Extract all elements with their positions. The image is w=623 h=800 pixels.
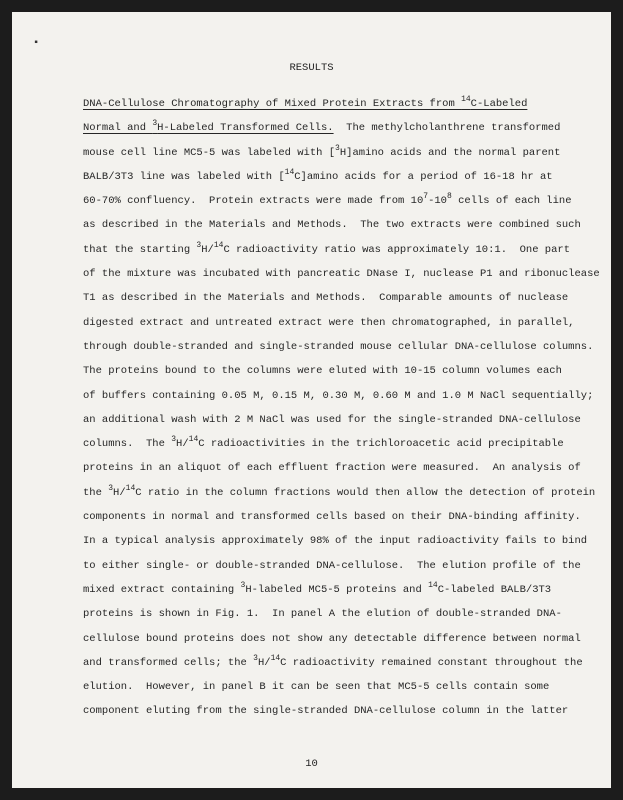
superscript: 14 [284, 167, 295, 177]
text-line: an additional wash with 2 M NaCl was used for the single-stranded DNA-cellulose [83, 413, 581, 426]
text-line: proteins in an aliquot of each effluent fraction were measured. An analysis of [83, 462, 581, 475]
text-line: proteins is shown in Fig. 1. In panel A the elution of double-stranded DNA- [83, 608, 562, 621]
superscript: 3 [171, 435, 177, 445]
text-line: and transformed cells; the $^3$H/$^{14}$C radioactivity remained constant throughout the [83, 653, 583, 669]
text-line: of buffers containing 0.05 M, 0.15 M, 0.30 M, 0.60 M and 1.0 M NaCl sequentially; [83, 389, 594, 402]
text-line: The proteins bound to the columns were eluted with 10-15 column volumes each [83, 365, 562, 378]
text-line: as described in the Materials and Methods. The two extracts were combined such [83, 219, 581, 232]
superscript: 3 [253, 653, 258, 663]
text-line: T1 as described in the Materials and Methods. Comparable amounts of nuclease [83, 292, 569, 305]
text-line: In a typical analysis approximately 98% of the input radioactivity fails to bind [83, 535, 588, 548]
superscript: 14 [188, 435, 199, 445]
text-line: of the mixture was incubated with pancreatic DNase I, nuclease P1 and ribonuclease [83, 268, 600, 281]
text-line: to either single- or double-stranded DNA-cellulose. The elution profile of the [83, 559, 581, 572]
text-line: cellulose bound proteins does not show any detectable difference between normal [83, 632, 581, 645]
text-line: Normal and $^3$H-Labeled Transformed Cells. The methylcholanthrene transformed [83, 119, 561, 135]
subheading-part: C-Labeled [470, 98, 528, 110]
speck-mark: ▪ [33, 38, 40, 49]
text-line: mixed extract containing $^3$H-labeled MC5-5 proteins and $^{14}$C-labeled BALB/3T3 [83, 580, 552, 596]
superscript: 14 [428, 580, 438, 590]
superscript: 7 [423, 192, 429, 202]
text-line [83, 92, 563, 116]
superscript: 3 [335, 143, 340, 153]
text-line: mouse cell line MC5-5 was labeled with [$^3$H]amino acids and the normal parent [83, 143, 561, 159]
superscript: 8 [446, 192, 452, 202]
text-line: that the starting $^3$H/$^{14}$C radioactivity ratio was approximately 10:1. One part [83, 240, 571, 256]
document-page [12, 12, 611, 788]
superscript: 3 [240, 580, 246, 590]
superscript: 14 [461, 95, 471, 104]
text-line: the $^3$H/$^{14}$C ratio in the column fractions would then allow the detection of protein [83, 483, 596, 499]
superscript: 14 [270, 653, 281, 663]
subheading-part: H-Labeled Transformed Cells. [157, 122, 334, 135]
text-line: components in normal and transformed cells based on their DNA-binding affinity. [83, 511, 581, 524]
superscript: 3 [108, 483, 114, 493]
subheading-part: DNA-Cellulose Chromatography of Mixed Protein Extracts from [83, 98, 462, 110]
text-line: BALB/3T3 line was labeled with [$^{14}$C]amino acids for a period of 16-18 hr at [83, 167, 553, 183]
text-line: columns. The $^3$H/$^{14}$C radioactivities in the trichloroacetic acid precipitable [83, 435, 564, 451]
superscript: 3 [152, 119, 158, 129]
text-line: through double-stranded and single-stranded mouse cellular DNA-cellulose columns. [83, 340, 594, 353]
section-heading: RESULTS [289, 62, 334, 74]
text-line: digested extract and untreated extract were then chromatographed, in parallel, [83, 316, 575, 329]
text-line: elution. However, in panel B it can be seen that MC5-5 cells contain some [83, 681, 550, 694]
subheading-part: Normal and [83, 122, 153, 135]
superscript: 14 [213, 240, 224, 250]
page-number: 10 [305, 758, 318, 770]
body-text [83, 92, 600, 724]
superscript: 14 [125, 483, 136, 493]
superscript: 3 [196, 240, 202, 250]
text-line: 60-70% confluency. Protein extracts were made from $10^7-10^8$ cells of each line [83, 192, 572, 208]
text-line: component eluting from the single-stranded DNA-cellulose column in the latter [83, 705, 569, 718]
